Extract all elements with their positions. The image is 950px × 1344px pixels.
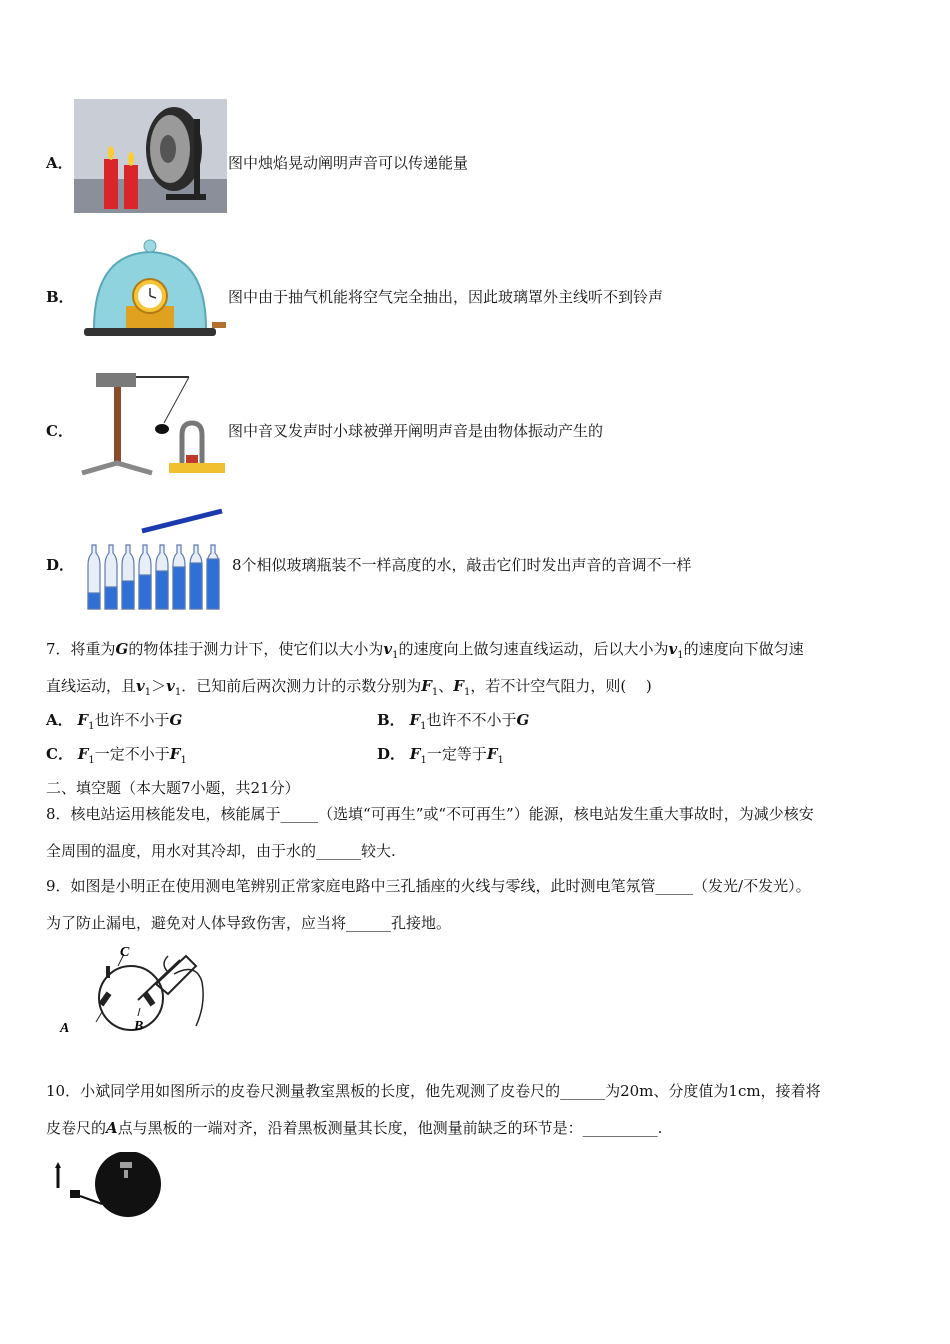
option-d-letter: D． — [46, 556, 75, 574]
option-d-text: 8个相似玻璃瓶装不一样高度的水，敲击它们时发出声音的音调不一样 — [232, 556, 692, 574]
q7-sub: 1 — [144, 687, 152, 698]
q7-option-letter: C． — [46, 745, 73, 763]
q7-sub: 1 — [88, 721, 95, 732]
q10-text: 点与黑板的一端对齐，沿着黑板测量其长度，他测量前缺乏的环节是：__________. — [117, 1119, 663, 1137]
section-heading: 二、填空题（本大题7小题，共21分） — [46, 779, 300, 797]
q9-line1: 9．如图是小明正在使用测电笔辨别正常家庭电路中三孔插座的火线与零线，此时测电笔氖管_____（发光/不发光）。 — [46, 877, 811, 895]
option-c-letter: C． — [46, 422, 73, 440]
q9-line2: 为了防止漏电，避免对人体导致伤害，应当将______孔接地。 — [46, 914, 452, 932]
label-c: C — [120, 945, 130, 960]
q7-line1 — [46, 638, 804, 661]
q7-sub: 1 — [392, 650, 399, 661]
q7-sub: 1 — [180, 755, 187, 766]
q7-sub: 1 — [463, 687, 471, 698]
q7-option-d — [377, 743, 504, 766]
q7-var-f: F — [169, 745, 181, 763]
q7-text: ，若不计空气阻力，则( ) — [470, 677, 652, 695]
q7-var-g: G — [115, 640, 129, 658]
q7-var-v: v — [668, 640, 678, 658]
q7-text: 的速度向上做匀速直线运动，后以大小为 — [398, 640, 669, 658]
q7-option-b — [377, 709, 529, 732]
q7-sub: 1 — [174, 687, 182, 698]
tuning-fork-image — [74, 365, 227, 481]
q7-var-v: v — [166, 677, 175, 695]
q7-sub: 1 — [677, 650, 684, 661]
q7-sub: 1 — [88, 755, 95, 766]
q7-option-letter: D． — [377, 745, 406, 763]
label-b: B — [134, 1019, 144, 1034]
q10-line1: 10．小斌同学用如图所示的皮卷尺测量教室黑板的长度，他先观测了皮卷尺的______为20m、分度值为1cm，接着将 — [46, 1082, 821, 1100]
q7-option-text: 一定不小于 — [94, 745, 170, 763]
label-a: A — [60, 1021, 70, 1036]
q8-line2: 全周围的温度，用水对其冷却，由于水的______较大. — [46, 842, 396, 860]
q7-text: 7．将重为 — [46, 640, 116, 658]
q7-text: 直线运动，且 — [46, 677, 137, 695]
tape-measure-image — [52, 1152, 164, 1218]
q7-text: ．已知前后两次测力计的示数分别为 — [181, 677, 422, 695]
socket-tester-diagram — [56, 942, 208, 1036]
q7-text: ＞ — [151, 677, 167, 695]
q10-text: 皮卷尺的 — [46, 1119, 107, 1137]
q7-option-letter: B． — [377, 711, 405, 729]
glass-bottles-image — [74, 503, 227, 615]
q7-option-text: 一定等于 — [426, 745, 487, 763]
q7-var-f: F — [409, 711, 421, 729]
q7-var-g: G — [516, 711, 530, 729]
q7-text: 、 — [438, 677, 454, 695]
q7-var-f: F — [421, 677, 432, 695]
q7-var-f: F — [77, 745, 89, 763]
q7-option-a — [46, 709, 182, 732]
q7-var-v: v — [383, 640, 393, 658]
q10-var-a: A — [106, 1119, 118, 1137]
q7-sub: 1 — [497, 755, 504, 766]
q7-line2 — [46, 675, 652, 698]
q7-sub: 1 — [420, 721, 427, 732]
q7-var-g: G — [169, 711, 183, 729]
q7-text: 的速度向下做匀速 — [683, 640, 804, 658]
q7-option-text: 也许不小于 — [94, 711, 170, 729]
option-a-letter: A． — [46, 154, 73, 172]
q10-line2 — [46, 1117, 662, 1138]
q7-text: 的物体挂于测力计下，使它们以大小为 — [128, 640, 384, 658]
option-a-text: 图中烛焰晃动阐明声音可以传递能量 — [228, 154, 469, 172]
q7-var-v: v — [136, 677, 145, 695]
q7-sub: 1 — [420, 755, 427, 766]
bell-jar-image — [74, 234, 227, 346]
q7-var-f: F — [453, 677, 464, 695]
q7-option-letter: A． — [46, 711, 73, 729]
speaker-candles-image — [74, 99, 227, 213]
q7-sub: 1 — [431, 687, 439, 698]
q7-var-f: F — [486, 745, 498, 763]
q7-var-f: F — [409, 745, 421, 763]
option-b-text: 图中由于抽气机能将空气完全抽出，因此玻璃罩外主线听不到铃声 — [228, 288, 664, 306]
q7-var-f: F — [77, 711, 89, 729]
option-b-letter: B． — [46, 288, 74, 306]
q8-line1: 8．核电站运用核能发电，核能属于_____（选填“可再生”或“不可再生”）能源，核电站发生重大事故时，为减少核安 — [46, 805, 814, 823]
option-c-text: 图中音叉发声时小球被弹开阐明声音是由物体振动产生的 — [228, 422, 604, 440]
q7-option-text: 也许不不小于 — [426, 711, 517, 729]
q7-option-c — [46, 743, 187, 766]
